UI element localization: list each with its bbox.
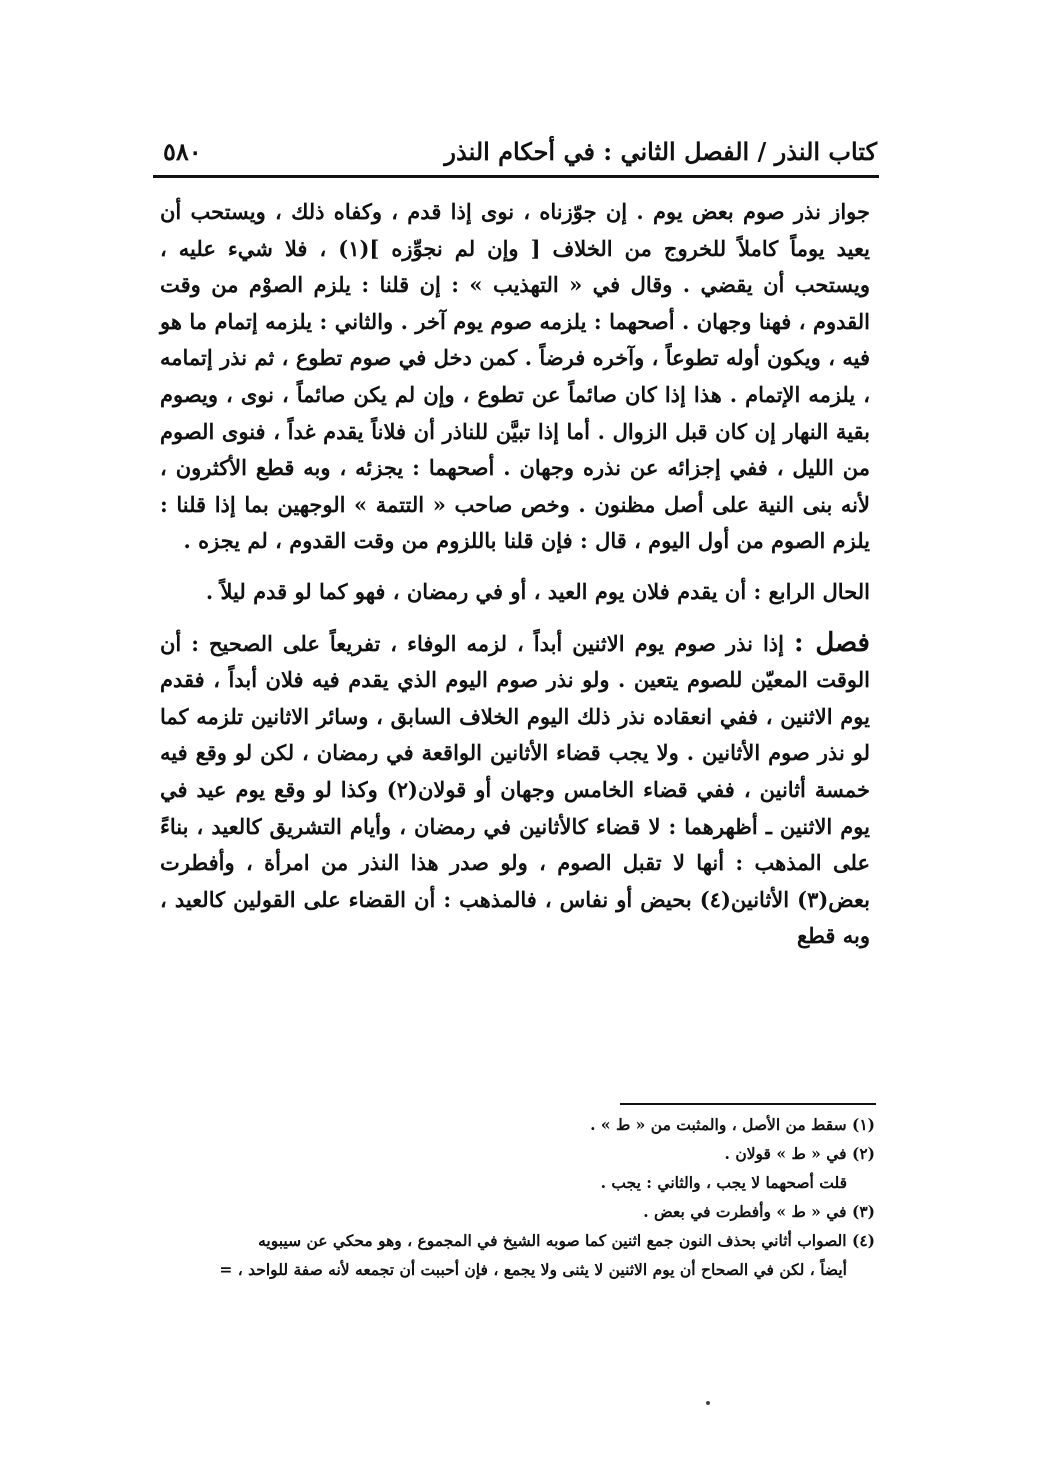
footnote-continuation: أيضاً ، لكن في الصحاح أن يوم الاثنين لا يثنى ولا يجمع ، فإن أحببت أن تجمعه لأنه صفة للواحد ، = — [219, 1260, 847, 1279]
main-text — [160, 194, 870, 955]
paragraph: جواز نذر صوم بعض يوم . إن جوّزناه ، نوى إذا قدم ، وكفاه ذلك ، ويستحب أن يعيد يوماً كاملاً للخروج من الخلاف [ وإن لم نجوِّزه ](١) ، فلا شيء عليه ، ويستحب أن يقضي . وقال في « التهذيب » : إن قلنا : يلزم الصوْم من وقت القدوم ، فهنا وجهان . أصحهما : يلزمه صوم يوم آخر . والثاني : يلزمه إتمام ما هو فيه ، ويكون أوله تطوعاً ، وآخره فرضاً . كمن دخل في صوم تطوع ، ثم نذر إتمامه ، يلزمه الإتمام . هذا إذا كان صائماً عن تطوع ، وإن لم يكن صائماً ، نوى ، ويصوم بقية النهار إن كان قبل الزوال . أما إذا تبيَّن للناذر أن فلاناً يقدم غداً ، فنوى الصوم من الليل ، ففي إجزائه عن نذره وجهان . أصحهما : يجزئه ، وبه قطع الأكثرون ، لأنه بنى النية على أصل مظنون . وخص صاحب « التتمة » الوجهين بما إذا قلنا : يلزم الصوم من أول اليوم ، قال : فإن قلنا باللزوم من وقت القدوم ، لم يجزه . — [160, 199, 870, 554]
footnote: (٣) في « ط » وأفطرت في بعض . — [643, 1202, 875, 1221]
fasl-text: إذا نذر صوم يوم الاثنين أبداً ، لزمه الوفاء ، تفريعاً على الصحيح : أن الوقت المعيّن للصوم يتعين . ولو نذر صوم اليوم الذي يقدم فيه فلان أبداً ، فقدم يوم الاثنين ، ففي انعقاده نذر ذلك اليوم الخلاف السابق ، وسائر الاثانين تلزمه كما لو نذر صوم الأثانين . ولا يجب قضاء الأثانين الواقعة في رمضان ، لكن لو وقع فيه خمسة أثانين ، ففي قضاء الخامس وجهان أو قولان(٢) وكذا لو وقع يوم عيد في يوم الاثنين ـ أظهرهما : لا قضاء كالأثانين في رمضان ، وأيام التشريق كالعيد ، بناءً على المذهب : أنها لا تقبل الصوم ، ولو صدر هذا النذر من امرأة ، وأفطرت بعض(٣) الأثانين(٤) بحيض أو نفاس ، فالمذهب : أن القضاء على القولين كالعيد ، وبه قطع — [160, 630, 871, 949]
running-header — [153, 137, 877, 171]
fasl-label: فصل : — [793, 627, 870, 658]
scan-speck — [706, 1401, 710, 1405]
footnote: (٢) في « ط » قولان . — [724, 1144, 875, 1163]
footnote: (١) سقط من الأصل ، والمثبت من « ط » . — [590, 1115, 875, 1134]
footnote-rule — [620, 1103, 876, 1105]
footnote-continuation: قلت أصحهما لا يجب ، والثاني : يجب . — [600, 1173, 847, 1192]
fasl-paragraph — [160, 625, 870, 955]
header-rule — [153, 175, 879, 178]
header-title: كتاب النذر / الفصل الثاني : في أحكام النذر — [444, 137, 877, 166]
paragraph: الحال الرابع : أن يقدم فلان يوم العيد ، أو في رمضان ، فهو كما لو قدم ليلاً . — [205, 578, 870, 604]
footnote: (٤) الصواب أثاني بحذف النون جمع اثنين كما صوبه الشيخ في المجموع ، وهو محكي عن سيبويه — [258, 1231, 875, 1250]
footnotes — [150, 1110, 875, 1284]
page-number: ٥٨٠ — [163, 137, 202, 166]
